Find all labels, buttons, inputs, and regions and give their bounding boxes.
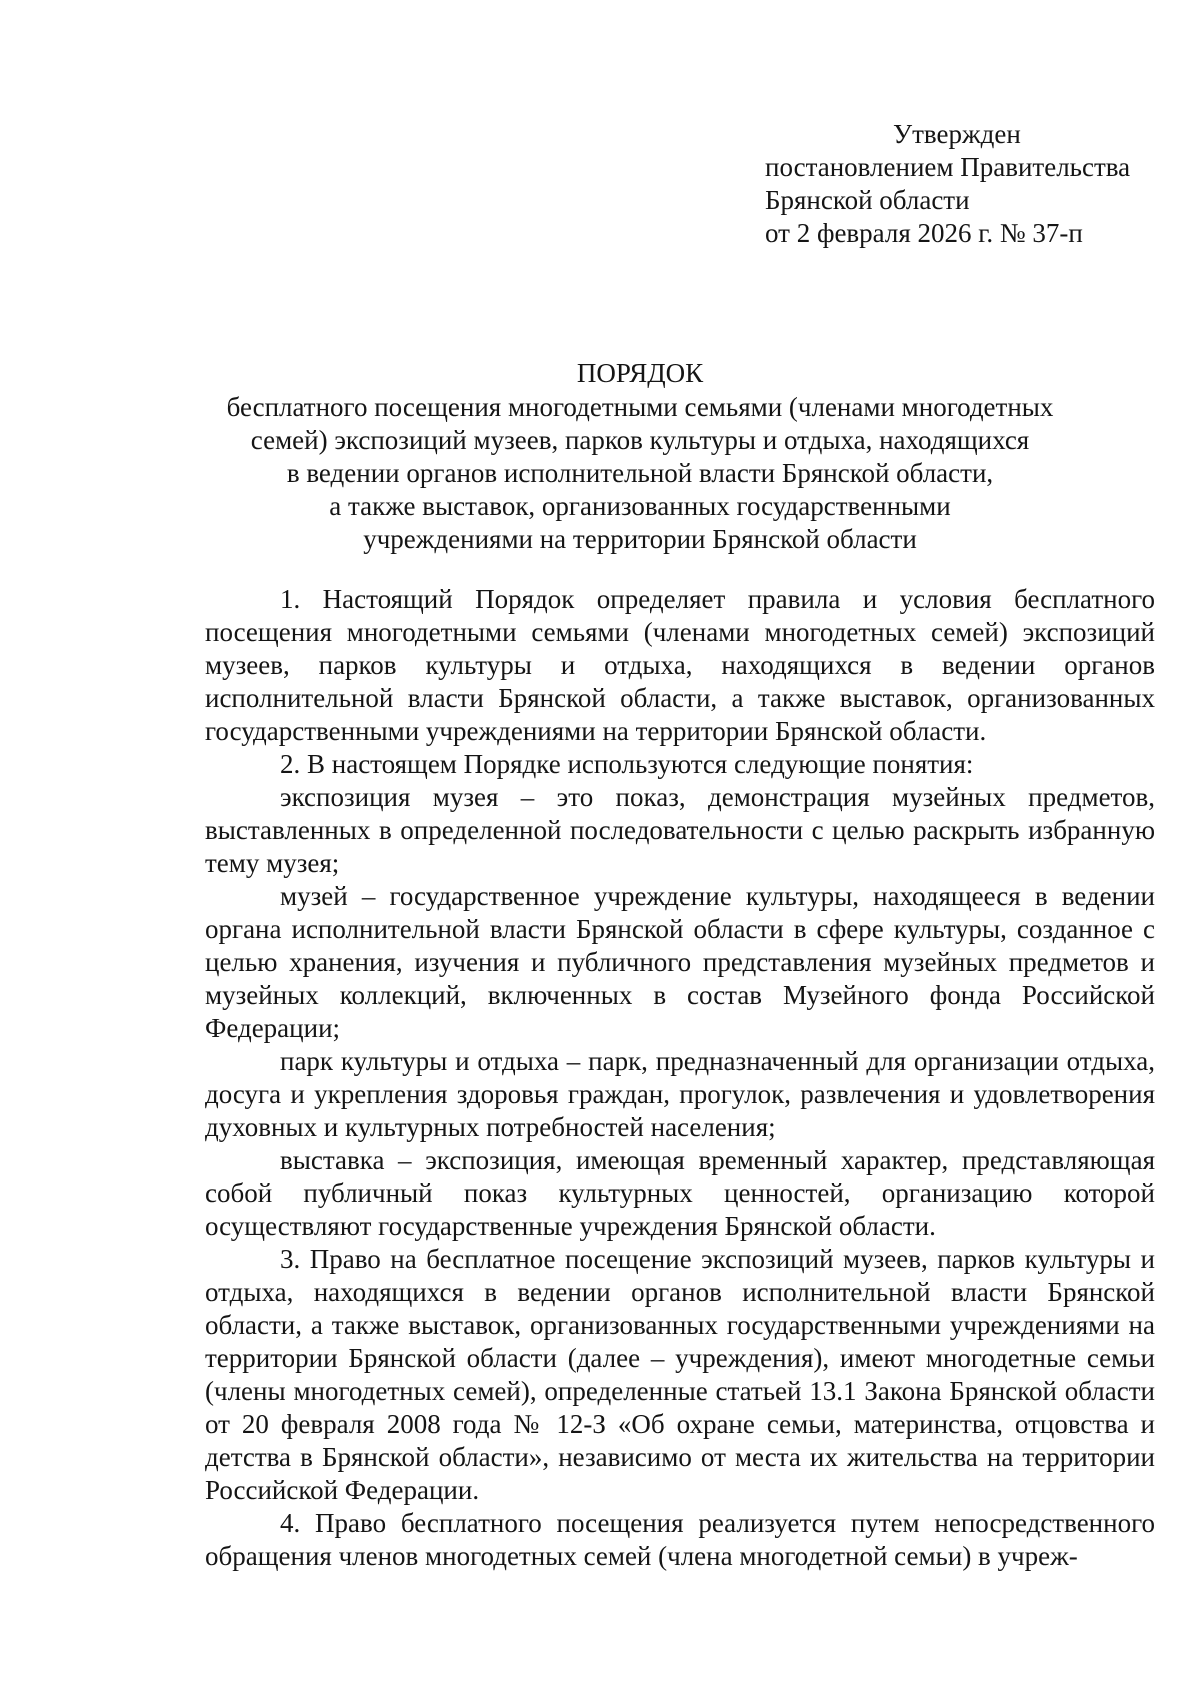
paragraph-1: 1. Настоящий Порядок определяет правила и условия бесплатного посещения многодетными семьями (членами многодетных семей) экспозиций музеев, парков культуры и отдыха, находящихся в ведении органов исполнительной власти Брянской области, а также выставок, организованных государственными учреждениями на территории Брянской области. <box>205 584 1155 746</box>
subtitle-line-2: семей) экспозиций музеев, парков культуры и отдыха, находящихся <box>250 425 1030 455</box>
paragraph-3: 3. Право на бесплатное посещение экспозиций музеев, парков культуры и отдыха, находящихся в ведении органов исполнительной власти Брянской области, а также выставок, организованных государственными учреждениями на территории Брянской области (далее – учреждения), имеют многодетные семьи (члены многодетных семей), определенные статьей 13.1 Закона Брянской области от 20 февраля 2008 года № 12-З «Об охране семьи, материнства, отцовства и детства в Брянской области», независимо от места их жительства на территории Российской Федерации. <box>205 1244 1155 1505</box>
subtitle-line-1: бесплатного посещения многодетными семьями (членами многодетных <box>226 392 1054 422</box>
paragraph-2: 2. В настоящем Порядке используются следующие понятия: <box>280 749 974 779</box>
approval-line-region: Брянской области <box>765 185 970 215</box>
paragraph-4: 4. Право бесплатного посещения реализуется путем непосредственного обращения членов многодетных семей (члена многодетной семьи) в учреж- <box>205 1508 1155 1571</box>
approval-line-approved: Утвержден <box>893 119 1021 149</box>
document-body <box>205 583 1155 1573</box>
subtitle-line-3: в ведении органов исполнительной власти Брянской области, <box>286 458 994 488</box>
definition-museum-exposition: экспозиция музея – это показ, демонстрация музейных предметов, выставленных в определенной последовательности с целью раскрыть избранную тему музея; <box>205 782 1155 878</box>
definition-museum: музей – государственное учреждение культуры, находящееся в ведении органа исполнительной власти Брянской области в сфере культуры, созданное с целью хранения, изучения и публичного представления музейных предметов и музейных коллекций, включенных в состав Музейного фонда Российской Федерации; <box>205 881 1155 1043</box>
document-title: ПОРЯДОК <box>576 358 704 388</box>
document-title-block <box>190 357 1090 556</box>
approval-line-date: от 2 февраля 2026 г. № 37-п <box>765 218 1083 248</box>
subtitle-line-5: учреждениями на территории Брянской области <box>363 524 917 554</box>
approval-line-resolution: постановлением Правительства <box>765 152 1131 182</box>
approval-stamp <box>765 118 1165 250</box>
definition-park: парк культуры и отдыха – парк, предназначенный для организации отдыха, досуга и укрепления здоровья граждан, прогулок, развлечения и удовлетворения духовных и культурных потребностей населения; <box>205 1046 1155 1142</box>
subtitle-line-4: а также выставок, организованных государственными <box>329 491 951 521</box>
definition-exhibition: выставка – экспозиция, имеющая временный характер, представляющая собой публичный показ культурных ценностей, организацию которой осуществляют государственные учреждения Брянской области. <box>205 1145 1155 1241</box>
